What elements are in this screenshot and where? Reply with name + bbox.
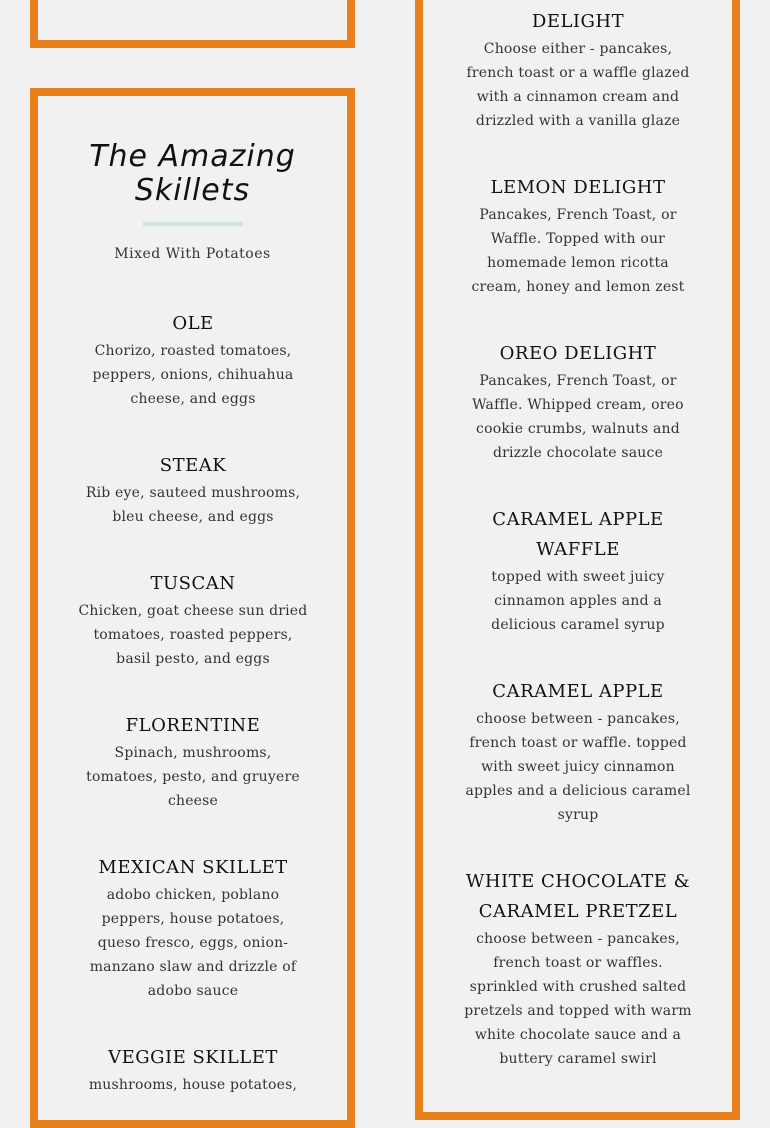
menu-item <box>463 173 693 299</box>
menu-item-name: DELIGHT <box>531 11 625 32</box>
menu-item-name: FLORENTINE <box>125 715 261 736</box>
menu-item-description: choose between - pancakes, french toast or waffles. sprinkled with crushed salted pretzels and topped with warm white chocolate sauce and a buttery caramel swirl <box>464 931 692 1067</box>
section-subtitle: Mixed With Potatoes <box>114 246 271 262</box>
menu-item-name: CARAMEL APPLE <box>492 681 664 702</box>
menu-item <box>78 1043 308 1097</box>
menu-item-name: CARAMEL APPLE WAFFLE <box>492 509 664 560</box>
menu-item-name: TUSCAN <box>150 573 236 594</box>
menu-card-delights <box>415 0 740 1120</box>
menu-item-description: Spinach, mushrooms, tomatoes, pesto, and gruyere cheese <box>86 745 300 809</box>
menu-item-name: LEMON DELIGHT <box>490 177 666 198</box>
menu-item <box>463 867 693 1071</box>
menu-item-description: Pancakes, French Toast, or Waffle. Whipped cream, oreo cookie crumbs, walnuts and drizzle chocolate sauce <box>472 373 684 461</box>
menu-item-description: Chicken, goat cheese sun dried tomatoes, roasted peppers, basil pesto, and eggs <box>78 603 308 667</box>
menu-card-top-left <box>30 0 355 48</box>
menu-item-description: Choose either - pancakes, french toast or a waffle glazed with a cinnamon cream and drizzled with a vanilla glaze <box>466 41 690 129</box>
menu-item-name: MEXICAN SKILLET <box>98 857 288 878</box>
menu-card-skillets <box>30 88 355 1128</box>
menu-item-description: mushrooms, house potatoes, <box>88 1077 298 1093</box>
section-title-line1: The Amazing <box>89 139 296 174</box>
menu-item <box>78 853 308 1003</box>
menu-item-description: Chorizo, roasted tomatoes, peppers, onions, chihuahua cheese, and eggs <box>92 343 294 407</box>
menu-item-name: OREO DELIGHT <box>499 343 657 364</box>
title-divider <box>143 222 243 226</box>
section-title <box>38 140 347 208</box>
section-title-line2: Skillets <box>134 173 251 208</box>
menu-item-name: OLE <box>172 313 214 334</box>
menu-item <box>78 711 308 813</box>
menu-item-name: VEGGIE SKILLET <box>108 1047 278 1068</box>
menu-item <box>463 505 693 637</box>
menu-item-description: Rib eye, sauteed mushrooms, bleu cheese, and eggs <box>85 485 301 525</box>
menu-item <box>463 677 693 827</box>
menu-item-description: choose between - pancakes, french toast or waffle. topped with sweet juicy cinnamon apples and a delicious caramel syrup <box>465 711 691 823</box>
menu-item-description: topped with sweet juicy cinnamon apples and a delicious caramel syrup <box>491 569 665 633</box>
menu-item <box>78 309 308 411</box>
menu-item-name: WHITE CHOCOLATE & CARAMEL PRETZEL <box>465 871 691 922</box>
menu-item-description: adobo chicken, poblano peppers, house potatoes, queso fresco, eggs, onion-manzano slaw and drizzle of adobo sauce <box>89 887 297 999</box>
menu-item-description: Pancakes, French Toast, or Waffle. Topped with our homemade lemon ricotta cream, honey and lemon zest <box>471 207 685 295</box>
menu-item <box>78 451 308 529</box>
menu-item <box>463 339 693 465</box>
menu-item-name: STEAK <box>159 455 227 476</box>
menu-item <box>463 7 693 133</box>
menu-item <box>78 569 308 671</box>
